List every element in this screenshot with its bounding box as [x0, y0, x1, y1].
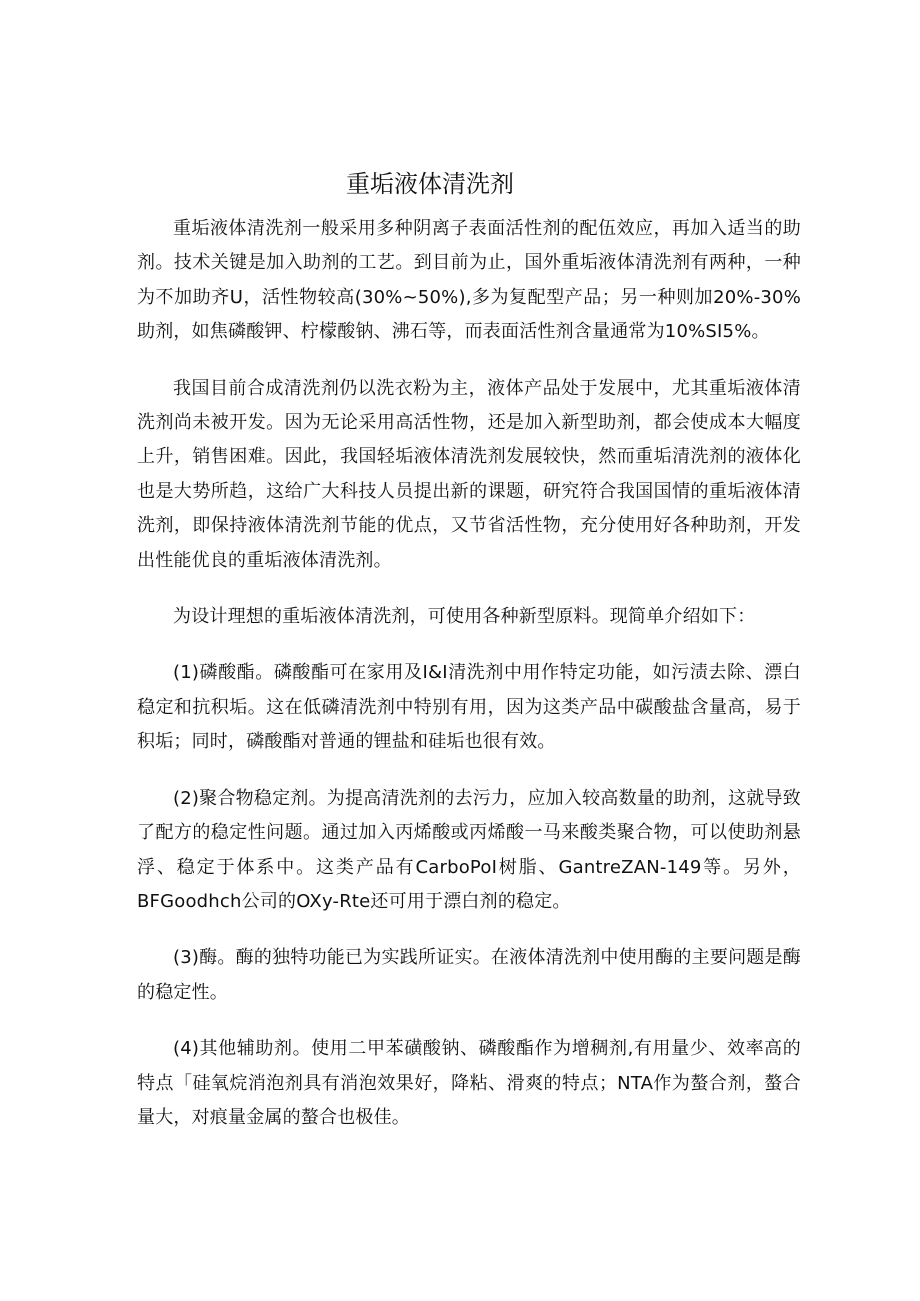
document-title: 重垢液体清洗剂: [346, 170, 514, 198]
paragraph-other-additives: (4)其他辅助剂。使用二甲苯磺酸钠、磷酸酯作为增稠剂,有用量少、效率高的特点「硅氧烷消泡剂具有消泡效果好，降粘、滑爽的特点；NTA作为螯合剂，螯合量大，对痕量金属的螯合也极佳。: [137, 1038, 801, 1128]
paragraph-intro: 重垢液体清洗剂一般采用多种阴离子表面活性剂的配伍效应，再加入适当的助剂。技术关键是加入助剂的工艺。到目前为止，国外重垢液体清洗剂有两种，一种为不加助齐U，活性物较高(30%~50%),多为复配型产品；另一种则加20%-30%助剂，如焦磷酸钾、柠檬酸钠、沸石等，而表面活性剂含量通常为10%SI5%。: [137, 218, 801, 343]
paragraph-enzyme: (3)酶。酶的独特功能已为实践所证实。在液体清洗剂中使用酶的主要问题是酶的稳定性。: [137, 947, 801, 1003]
paragraph-phosphate-ester: (1)磷酸酯。磷酸酯可在家用及I&I清洗剂中用作特定功能，如污渍去除、漂白稳定和抗积垢。这在低磷清洗剂中特别有用，因为这类产品中碳酸盐含量高，易于积垢；同时，磷酸酯对普通的锂盐和硅垢也很有效。: [137, 662, 801, 753]
paragraph-materials-intro: 为设计理想的重垢液体清洗剂，可使用各种新型原料。现简单介绍如下：: [173, 606, 756, 628]
document-body: [137, 212, 801, 1157]
paragraph-polymer-stabilizer: (2)聚合物稳定剂。为提高清洗剂的去污力，应加入较高数量的助剂，这就导致了配方的稳定性问题。通过加入丙烯酸或丙烯酸一马来酸类聚合物，可以使助剂悬浮、稳定于体系中。这类产品有CarboPoI树脂、GantreZAN-149等。另外，BFGoodhch公司的OXy-Rte还可用于漂白剂的稳定。: [137, 787, 801, 912]
paragraph-domestic-status: 我国目前合成清洗剂仍以洗衣粉为主，液体产品处于发展中，尤其重垢液体清洗剂尚未被开发。因为无论采用高活性物，还是加入新型助剂，都会使成本大幅度上升，销售困难。因此，我国轻垢液体清洗剂发展较快，然而重垢清洗剂的液体化也是大势所趋，这给广大科技人员提出新的课题，研究符合我国国情的重垢液体清洗剂，即保持液体清洗剂节能的优点，又节省活性物，充分使用好各种助剂，开发出性能优良的重垢液体清洗剂。: [137, 377, 801, 571]
